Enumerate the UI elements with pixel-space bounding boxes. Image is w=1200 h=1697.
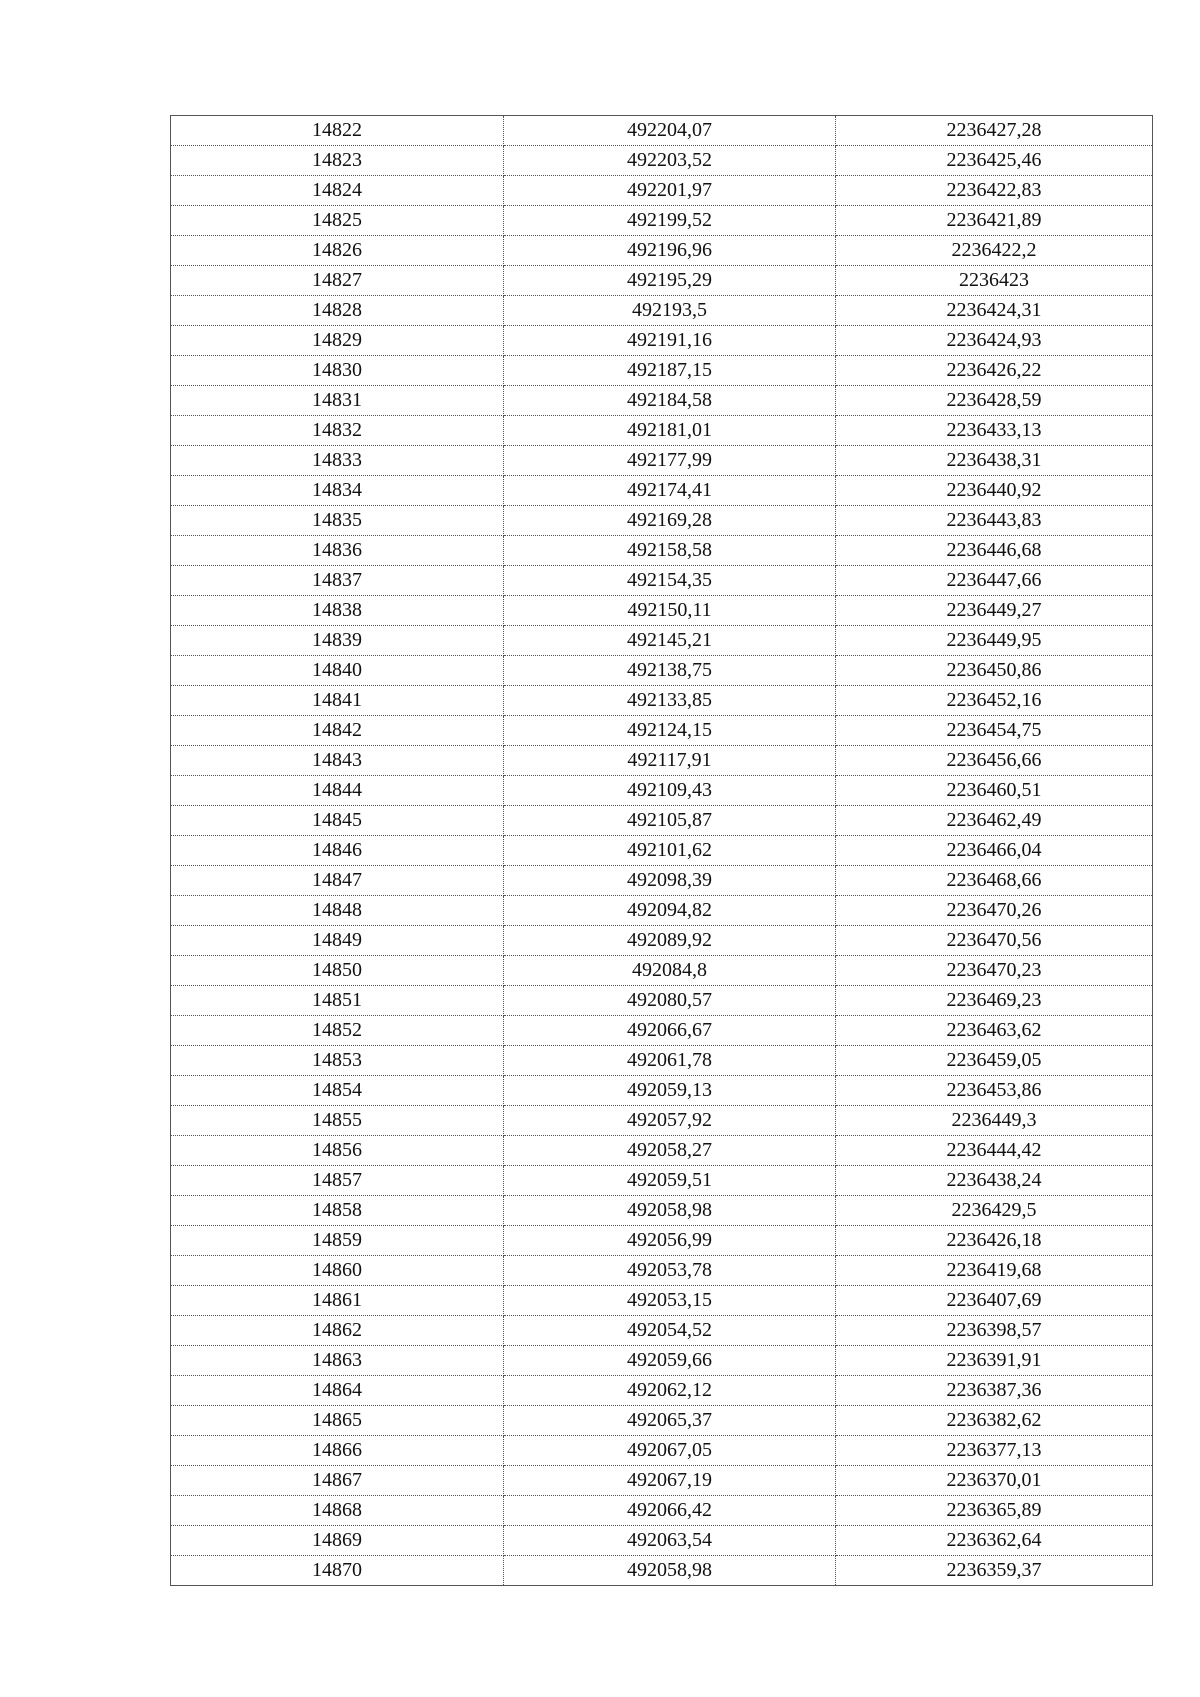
y-coordinate-cell: 2236469,23 [836, 986, 1153, 1016]
y-coordinate-cell: 2236443,83 [836, 506, 1153, 536]
point-number-cell: 14847 [171, 866, 504, 896]
y-coordinate-cell: 2236382,62 [836, 1406, 1153, 1436]
table-row [171, 446, 1153, 476]
y-coordinate-cell: 2236438,24 [836, 1166, 1153, 1196]
point-number-cell: 14836 [171, 536, 504, 566]
y-coordinate-cell: 2236449,95 [836, 626, 1153, 656]
x-coordinate-cell: 492066,42 [504, 1496, 836, 1526]
x-coordinate-cell: 492191,16 [504, 326, 836, 356]
y-coordinate-cell: 2236422,83 [836, 176, 1153, 206]
x-coordinate-cell: 492066,67 [504, 1016, 836, 1046]
point-number-cell: 14837 [171, 566, 504, 596]
point-number-cell: 14833 [171, 446, 504, 476]
table-row [171, 806, 1153, 836]
point-number-cell: 14857 [171, 1166, 504, 1196]
x-coordinate-cell: 492174,41 [504, 476, 836, 506]
table-row [171, 1046, 1153, 1076]
coordinates-table [170, 115, 1153, 1586]
point-number-cell: 14829 [171, 326, 504, 356]
y-coordinate-cell: 2236428,59 [836, 386, 1153, 416]
y-coordinate-cell: 2236426,22 [836, 356, 1153, 386]
point-number-cell: 14865 [171, 1406, 504, 1436]
x-coordinate-cell: 492177,99 [504, 446, 836, 476]
y-coordinate-cell: 2236421,89 [836, 206, 1153, 236]
coordinates-table-body [171, 116, 1153, 1586]
point-number-cell: 14866 [171, 1436, 504, 1466]
x-coordinate-cell: 492204,07 [504, 116, 836, 146]
point-number-cell: 14843 [171, 746, 504, 776]
point-number-cell: 14852 [171, 1016, 504, 1046]
x-coordinate-cell: 492101,62 [504, 836, 836, 866]
point-number-cell: 14832 [171, 416, 504, 446]
table-row [171, 146, 1153, 176]
table-row [171, 536, 1153, 566]
point-number-cell: 14825 [171, 206, 504, 236]
x-coordinate-cell: 492105,87 [504, 806, 836, 836]
y-coordinate-cell: 2236463,62 [836, 1016, 1153, 1046]
y-coordinate-cell: 2236468,66 [836, 866, 1153, 896]
table-row [171, 926, 1153, 956]
x-coordinate-cell: 492065,37 [504, 1406, 836, 1436]
table-row [171, 356, 1153, 386]
x-coordinate-cell: 492058,27 [504, 1136, 836, 1166]
y-coordinate-cell: 2236470,26 [836, 896, 1153, 926]
x-coordinate-cell: 492056,99 [504, 1226, 836, 1256]
table-row [171, 866, 1153, 896]
y-coordinate-cell: 2236398,57 [836, 1316, 1153, 1346]
table-row [171, 1286, 1153, 1316]
table-row [171, 1556, 1153, 1586]
x-coordinate-cell: 492150,11 [504, 596, 836, 626]
x-coordinate-cell: 492061,78 [504, 1046, 836, 1076]
y-coordinate-cell: 2236433,13 [836, 416, 1153, 446]
y-coordinate-cell: 2236452,16 [836, 686, 1153, 716]
table-row [171, 1196, 1153, 1226]
x-coordinate-cell: 492057,92 [504, 1106, 836, 1136]
y-coordinate-cell: 2236446,68 [836, 536, 1153, 566]
y-coordinate-cell: 2236424,93 [836, 326, 1153, 356]
y-coordinate-cell: 2236456,66 [836, 746, 1153, 776]
point-number-cell: 14856 [171, 1136, 504, 1166]
table-row [171, 1106, 1153, 1136]
point-number-cell: 14858 [171, 1196, 504, 1226]
table-row [171, 236, 1153, 266]
point-number-cell: 14859 [171, 1226, 504, 1256]
x-coordinate-cell: 492195,29 [504, 266, 836, 296]
table-row [171, 686, 1153, 716]
x-coordinate-cell: 492094,82 [504, 896, 836, 926]
y-coordinate-cell: 2236377,13 [836, 1436, 1153, 1466]
x-coordinate-cell: 492199,52 [504, 206, 836, 236]
table-row [171, 296, 1153, 326]
table-row [171, 1256, 1153, 1286]
point-number-cell: 14845 [171, 806, 504, 836]
y-coordinate-cell: 2236450,86 [836, 656, 1153, 686]
x-coordinate-cell: 492084,8 [504, 956, 836, 986]
table-row [171, 566, 1153, 596]
point-number-cell: 14831 [171, 386, 504, 416]
x-coordinate-cell: 492158,58 [504, 536, 836, 566]
table-row [171, 1136, 1153, 1166]
y-coordinate-cell: 2236391,91 [836, 1346, 1153, 1376]
x-coordinate-cell: 492187,15 [504, 356, 836, 386]
y-coordinate-cell: 2236449,27 [836, 596, 1153, 626]
point-number-cell: 14834 [171, 476, 504, 506]
point-number-cell: 14840 [171, 656, 504, 686]
x-coordinate-cell: 492098,39 [504, 866, 836, 896]
point-number-cell: 14860 [171, 1256, 504, 1286]
y-coordinate-cell: 2236454,75 [836, 716, 1153, 746]
table-row [171, 266, 1153, 296]
table-row [171, 716, 1153, 746]
point-number-cell: 14850 [171, 956, 504, 986]
point-number-cell: 14851 [171, 986, 504, 1016]
y-coordinate-cell: 2236426,18 [836, 1226, 1153, 1256]
table-row [171, 1316, 1153, 1346]
x-coordinate-cell: 492058,98 [504, 1556, 836, 1586]
y-coordinate-cell: 2236429,5 [836, 1196, 1153, 1226]
point-number-cell: 14863 [171, 1346, 504, 1376]
point-number-cell: 14844 [171, 776, 504, 806]
point-number-cell: 14842 [171, 716, 504, 746]
y-coordinate-cell: 2236362,64 [836, 1526, 1153, 1556]
table-row [171, 1526, 1153, 1556]
point-number-cell: 14869 [171, 1526, 504, 1556]
point-number-cell: 14827 [171, 266, 504, 296]
point-number-cell: 14838 [171, 596, 504, 626]
x-coordinate-cell: 492053,15 [504, 1286, 836, 1316]
y-coordinate-cell: 2236424,31 [836, 296, 1153, 326]
x-coordinate-cell: 492193,5 [504, 296, 836, 326]
table-row [171, 1496, 1153, 1526]
y-coordinate-cell: 2236470,23 [836, 956, 1153, 986]
point-number-cell: 14862 [171, 1316, 504, 1346]
x-coordinate-cell: 492058,98 [504, 1196, 836, 1226]
point-number-cell: 14855 [171, 1106, 504, 1136]
point-number-cell: 14826 [171, 236, 504, 266]
table-row [171, 1166, 1153, 1196]
table-row [171, 206, 1153, 236]
point-number-cell: 14853 [171, 1046, 504, 1076]
point-number-cell: 14861 [171, 1286, 504, 1316]
x-coordinate-cell: 492067,19 [504, 1466, 836, 1496]
x-coordinate-cell: 492184,58 [504, 386, 836, 416]
y-coordinate-cell: 2236438,31 [836, 446, 1153, 476]
y-coordinate-cell: 2236459,05 [836, 1046, 1153, 1076]
x-coordinate-cell: 492203,52 [504, 146, 836, 176]
x-coordinate-cell: 492089,92 [504, 926, 836, 956]
table-row [171, 596, 1153, 626]
y-coordinate-cell: 2236423 [836, 266, 1153, 296]
y-coordinate-cell: 2236419,68 [836, 1256, 1153, 1286]
point-number-cell: 14854 [171, 1076, 504, 1106]
x-coordinate-cell: 492145,21 [504, 626, 836, 656]
y-coordinate-cell: 2236460,51 [836, 776, 1153, 806]
table-row [171, 1376, 1153, 1406]
table-row [171, 836, 1153, 866]
point-number-cell: 14830 [171, 356, 504, 386]
point-number-cell: 14828 [171, 296, 504, 326]
table-row [171, 1346, 1153, 1376]
table-row [171, 506, 1153, 536]
point-number-cell: 14870 [171, 1556, 504, 1586]
x-coordinate-cell: 492067,05 [504, 1436, 836, 1466]
x-coordinate-cell: 492080,57 [504, 986, 836, 1016]
x-coordinate-cell: 492109,43 [504, 776, 836, 806]
table-row [171, 476, 1153, 506]
y-coordinate-cell: 2236466,04 [836, 836, 1153, 866]
table-row [171, 986, 1153, 1016]
x-coordinate-cell: 492138,75 [504, 656, 836, 686]
y-coordinate-cell: 2236359,37 [836, 1556, 1153, 1586]
y-coordinate-cell: 2236453,86 [836, 1076, 1153, 1106]
table-row [171, 176, 1153, 206]
table-row [171, 116, 1153, 146]
table-row [171, 896, 1153, 926]
table-row [171, 416, 1153, 446]
point-number-cell: 14867 [171, 1466, 504, 1496]
point-number-cell: 14822 [171, 116, 504, 146]
table-row [171, 956, 1153, 986]
point-number-cell: 14846 [171, 836, 504, 866]
x-coordinate-cell: 492053,78 [504, 1256, 836, 1286]
table-row [171, 746, 1153, 776]
x-coordinate-cell: 492062,12 [504, 1376, 836, 1406]
y-coordinate-cell: 2236387,36 [836, 1376, 1153, 1406]
y-coordinate-cell: 2236440,92 [836, 476, 1153, 506]
x-coordinate-cell: 492181,01 [504, 416, 836, 446]
y-coordinate-cell: 2236407,69 [836, 1286, 1153, 1316]
y-coordinate-cell: 2236447,66 [836, 566, 1153, 596]
y-coordinate-cell: 2236422,2 [836, 236, 1153, 266]
point-number-cell: 14849 [171, 926, 504, 956]
table-row [171, 626, 1153, 656]
x-coordinate-cell: 492169,28 [504, 506, 836, 536]
x-coordinate-cell: 492201,97 [504, 176, 836, 206]
point-number-cell: 14839 [171, 626, 504, 656]
x-coordinate-cell: 492117,91 [504, 746, 836, 776]
table-row [171, 1016, 1153, 1046]
y-coordinate-cell: 2236427,28 [836, 116, 1153, 146]
x-coordinate-cell: 492059,66 [504, 1346, 836, 1376]
point-number-cell: 14864 [171, 1376, 504, 1406]
y-coordinate-cell: 2236462,49 [836, 806, 1153, 836]
table-row [171, 1436, 1153, 1466]
y-coordinate-cell: 2236470,56 [836, 926, 1153, 956]
table-row [171, 656, 1153, 686]
y-coordinate-cell: 2236365,89 [836, 1496, 1153, 1526]
table-row [171, 326, 1153, 356]
point-number-cell: 14868 [171, 1496, 504, 1526]
table-row [171, 1406, 1153, 1436]
point-number-cell: 14824 [171, 176, 504, 206]
x-coordinate-cell: 492054,52 [504, 1316, 836, 1346]
y-coordinate-cell: 2236444,42 [836, 1136, 1153, 1166]
y-coordinate-cell: 2236449,3 [836, 1106, 1153, 1136]
x-coordinate-cell: 492063,54 [504, 1526, 836, 1556]
point-number-cell: 14848 [171, 896, 504, 926]
table-row [171, 1076, 1153, 1106]
point-number-cell: 14835 [171, 506, 504, 536]
table-row [171, 1466, 1153, 1496]
x-coordinate-cell: 492196,96 [504, 236, 836, 266]
table-row [171, 776, 1153, 806]
x-coordinate-cell: 492124,15 [504, 716, 836, 746]
x-coordinate-cell: 492133,85 [504, 686, 836, 716]
point-number-cell: 14823 [171, 146, 504, 176]
y-coordinate-cell: 2236370,01 [836, 1466, 1153, 1496]
point-number-cell: 14841 [171, 686, 504, 716]
x-coordinate-cell: 492059,13 [504, 1076, 836, 1106]
table-row [171, 1226, 1153, 1256]
x-coordinate-cell: 492154,35 [504, 566, 836, 596]
table-row [171, 386, 1153, 416]
x-coordinate-cell: 492059,51 [504, 1166, 836, 1196]
y-coordinate-cell: 2236425,46 [836, 146, 1153, 176]
